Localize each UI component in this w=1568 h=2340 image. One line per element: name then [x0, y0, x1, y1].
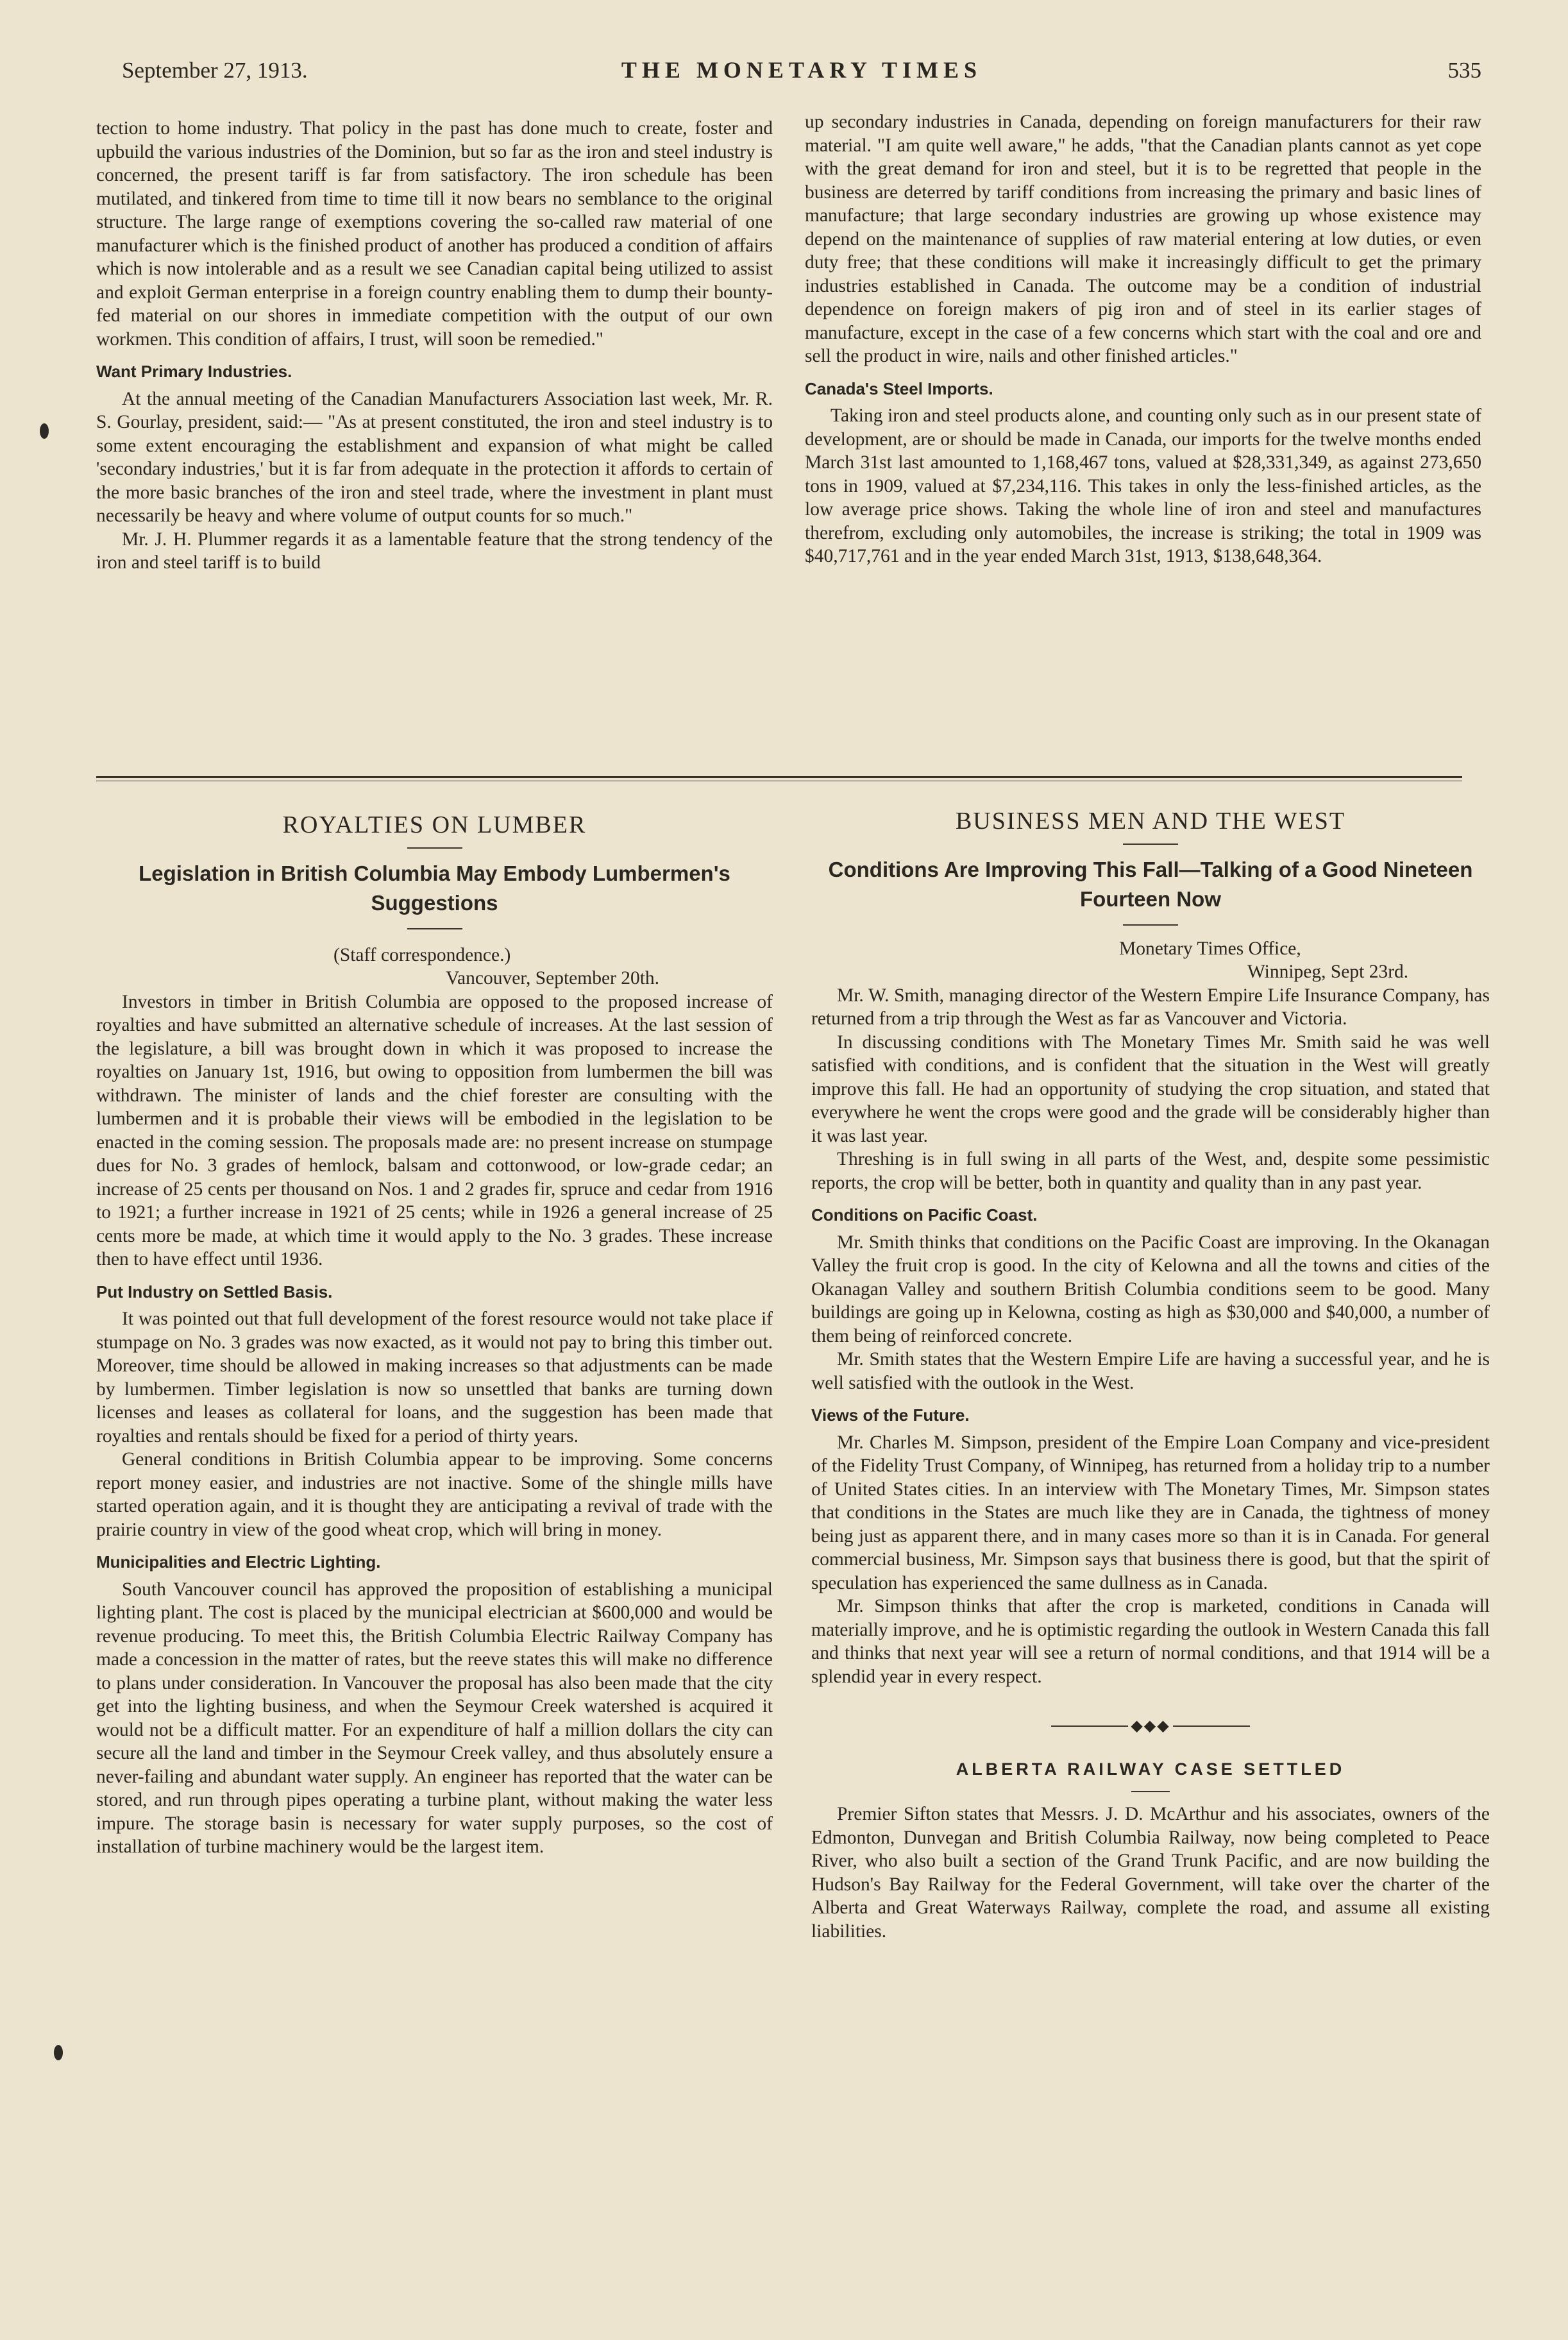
paragraph: Mr. Smith states that the Western Empire Life are having a successful year, and he is well satisfied with the outlook in the West.: [811, 1349, 1490, 1393]
alberta-article-title: ALBERTA RAILWAY CASE SETTLED: [956, 1759, 1345, 1779]
paragraph: Taking iron and steel products alone, and counting only such as in our present state of development, are or should be made in Canada, our imports for the twelve months ended March 31st last amounted to 1,168,467 tons, valued at $28,331,349, as against 273,650 tons in 1909, valued at $7,234,116. This takes in only the less-finished articles, as the low average price shows. Taking the whole line of iron and steel and manufactures therefrom, excluding only automobiles, the increase is striking; the total in 1909 was $40,717,761 and in the year ended March 31st, 1913, $138,648,364.: [805, 405, 1481, 566]
subtitle-rule: [407, 928, 462, 929]
binding-hole: [40, 423, 49, 439]
paragraph: Mr. J. H. Plummer regards it as a lamentable feature that the strong tendency of the iron and steel tariff is to build: [96, 529, 773, 573]
title-rule: [1123, 844, 1178, 845]
paragraph: Mr. Simpson thinks that after the crop is marketed, conditions in Canada will materially improve, and he is optimistic regarding the outlook in Western Canada this fall and thinks that next year will see a return of normal conditions, and that 1914 will be a splendid year in every respect.: [811, 1596, 1490, 1687]
paragraph: Mr. W. Smith, managing director of the Western Empire Life Insurance Company, has returned from a trip through the West as far as Vancouver and Victoria.: [811, 985, 1490, 1029]
correspondence-line: (Staff correspondence.): [333, 944, 511, 965]
issue-date: September 27, 1913.: [122, 58, 308, 83]
office-line: Monetary Times Office,: [1119, 938, 1301, 959]
page-header: [122, 53, 1481, 91]
dateline: Vancouver, September 20th.: [446, 968, 660, 988]
royalties-article: [96, 813, 773, 1859]
paragraph: It was pointed out that full development of the forest resource would not take place if stumpage on No. 3 grades was now exacted, as it would not pay to bring this timber out. Moreover, time should be allowed in making increases so that adjustments can be made by lumbermen. Timber legislation is now so unsettled that banks are turning down licenses and leases as collateral for loans, and the suggestion has been made that royalties and rentals should be fixed for a period of thirty years.: [96, 1309, 773, 1446]
paragraph: General conditions in British Columbia appear to be improving. Some concerns report money easier, and industries are not inactive. Some of the shingle mills have started operation again, and it is thought they are anticipating a revival of trade with the prairie country in view of the good wheat crop, which will bring in money.: [96, 1449, 773, 1540]
paragraph: tection to home industry. That policy in the past has done much to create, foster and upbuild the various industries of the Dominion, but so far as the iron and steel industry is concerned, the present tariff is far from satisfactory. The iron schedule has been mutilated, and tinkered from time to time till it now bears no semblance to the original structure. The large range of exemptions covering the so-called raw material of one manufacturer which is the finished product of another has produced a condition of affairs which is now intolerable and as a result we see Canadian capital being utilized to assist and exploit German enterprise in a foreign country enabling them to dump their bounty-fed material on our shores in immediate competition with the output of our own workmen. This condition of affairs, I trust, will soon be remedied.": [96, 118, 773, 350]
subtitle-rule: [1123, 924, 1178, 926]
page-number: 535: [1447, 58, 1481, 83]
section-subhead: Views of the Future.: [811, 1405, 970, 1425]
title-rule: [407, 847, 462, 849]
paragraph: South Vancouver council has approved the proposition of establishing a municipal lighting plant. The cost is placed by the municipal electrician at $600,000 and would be revenue producing. To meet this, the British Columbia Electric Railway Company has made a concession in the matter of rates, but the reeve states this will make no difference to plans under consideration. In Vancouver the proposal has also been made that the city get into the lighting business, and when the Seymour Creek watershed is acquired it would not be a difficult matter. For an expenditure of half a million dollars the city can secure all the land and timber in the Seymour Creek valley, and thus absolutely ensure a never-failing and abundant water supply. An engineer has reported that the water can be stored, and run through pipes operating a turbine plant, without making the water less impure. The storage basin is necessary for water supply purposes, so the cost of installation of turbine machinery would be the largest item.: [96, 1579, 773, 1857]
title-rule: [1131, 1791, 1170, 1792]
section-divider: [96, 776, 1462, 781]
article-subtitle: Legislation in British Columbia May Embody Lumbermen's Suggestions: [139, 861, 730, 915]
section-subhead: Conditions on Pacific Coast.: [811, 1205, 1038, 1225]
article-title: ROYALTIES ON LUMBER: [282, 811, 587, 838]
paragraph: up secondary industries in Canada, depending on foreign manufacturers for their raw material. "I am quite well aware," he adds, "that the Canadian plants cannot as yet cope with the great demand for iron and steel, but it is to be regretted that people in the business are deterred by tariff conditions from increasing the primary and basic lines of manufacture; that large secondary industries are growing up whose existence may depend on the maintenance of supplies of raw material entering at low duties, or even duty free; that these conditions will make it increasingly difficult to get the primary industries established in Canada. The outcome may be a condition of industrial dependence on foreign makers of pig iron and of steel in its earlier stages of manufacture, except in the case of a few concerns which start with the coal and ore and sell the product in wire, nails and other finished articles.": [805, 112, 1481, 366]
article-title: BUSINESS MEN AND THE WEST: [955, 808, 1346, 835]
business-article: [811, 810, 1490, 1943]
binding-hole: [54, 2045, 63, 2060]
paragraph: In discussing conditions with The Monetary Times Mr. Smith said he was well satisfied with conditions, and is confident that the situation in the West will greatly improve this fall. He had an opportunity of studying the crop situation, and stated that everywhere he went the crops were good and the grade will be considerably higher than it was last year.: [811, 1031, 1490, 1146]
dateline: Winnipeg, Sept 23rd.: [1247, 962, 1409, 982]
section-subhead: Canada's Steel Imports.: [805, 378, 993, 398]
top-right-column: [805, 110, 1481, 568]
section-subhead: Put Industry on Settled Basis.: [96, 1282, 333, 1301]
top-left-column: [96, 117, 773, 575]
paragraph: Mr. Smith thinks that conditions on the Pacific Coast are improving. In the Okanagan Valley the fruit crop is good. In the city of Kelowna and all the towns and cities of the Okanagan Valley and southern British Columbia conditions seem to be good. Many buildings are going up in Kelowna, costing as high as $30,000 and $40,000, a number of them being of reinforced concrete.: [811, 1232, 1490, 1346]
publication-title: THE MONETARY TIMES: [621, 57, 982, 83]
paragraph: Mr. Charles M. Simpson, president of the Empire Loan Company and vice-president of the Fidelity Trust Company, of Winnipeg, has returned from a holiday trip to a number of United States cities. In an interview with The Monetary Times, Mr. Simpson states that conditions in the States are much like they are in Canada, the tightness of money being just as apparent there, and in many cases more so than it is in Canada. For general commercial business, Mr. Simpson says that business there is good, but that the spirit of speculation has experienced the same dullness as in Canada.: [811, 1432, 1490, 1593]
paragraph: Investors in timber in British Columbia are opposed to the proposed increase of royalties and have submitted an alternative schedule of increases. At the last session of the legislature, a bill was brought down in which it was proposed to increase the royalties on January 1st, 1916, but owing to opposition from lumbermen the bill was withdrawn. The minister of lands and the chief forester are consulting with the lumbermen and it is probable their views will be embodied in the legislation to be enacted in the coming session. The proposals made are: no present increase on stumpage dues for No. 3 grades of hemlock, balsam and cottonwood, or low-grade cedar; an increase of 25 cents per thousand on Nos. 1 and 2 grades fir, spruce and cedar from 1916 to 1921; a further increase in 1921 of 25 cents; while in 1926 a general increase of 25 cents more be made, at which time it would apply to the No. 3 grades. These increase then to have effect until 1936.: [96, 991, 773, 1269]
section-subhead: Want Primary Industries.: [96, 362, 292, 381]
paragraph: Threshing is in full swing in all parts of the West, and, despite some pessimistic reports, the crop will be better, both in quantity and quality than in any past year.: [811, 1149, 1490, 1193]
ornament-divider: ◆◆◆: [811, 1714, 1490, 1738]
article-subtitle: Conditions Are Improving This Fall—Talking of a Good Nineteen Fourteen Now: [828, 857, 1473, 911]
section-subhead: Municipalities and Electric Lighting.: [96, 1552, 381, 1572]
paragraph: Premier Sifton states that Messrs. J. D. McArthur and his associates, owners of the Edmonton, Dunvegan and British Columbia Railway, now being completed to Peace River, who also built a section of the Grand Trunk Pacific, and are now building the Hudson's Bay Railway for the Federal Government, will take over the charter of the Alberta and Great Waterways Railway, complete the road, and assume all existing liabilities.: [811, 1804, 1490, 1942]
paragraph: At the annual meeting of the Canadian Manufacturers Association last week, Mr. R. S. Gourlay, president, said:— "As at present constituted, the iron and steel industry is to some extent encouraging the establishment and expansion of what might be called 'secondary industries,' but it is far from adequate in the protection it affords to certain of the more basic branches of the iron and steel trade, where the investment in plant must necessarily be heavy and where volume of output counts for so much.": [96, 388, 773, 526]
